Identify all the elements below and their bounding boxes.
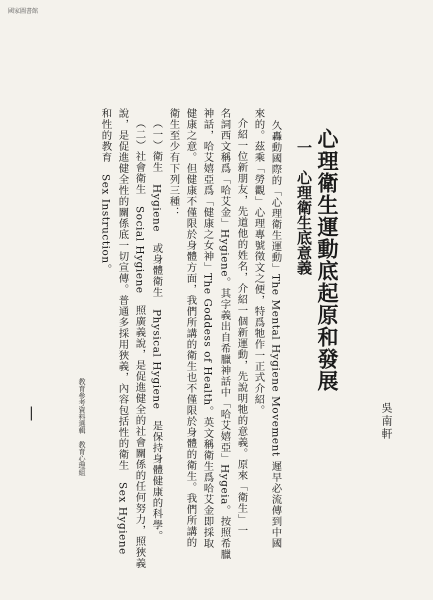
paragraph-line: 衛生至少有下列三種： [167, 108, 180, 218]
section-heading: 一 心理衛生底意義 [295, 140, 313, 275]
page-mark-icon: | [29, 405, 34, 421]
paragraph-line: （一）衛生 Hygiene 或身體衛生 Physical Hygiene 是保持身體健康的科學。 [150, 118, 163, 542]
paragraph-line: 和性的教育 Sex Instruction。 [99, 108, 112, 275]
paragraph-line: 名詞西文稱爲「哈艾金」Hygiene。其字義出自希臘神話中「哈艾嬉亞」Hygeia。按照希臘 [218, 108, 231, 560]
paragraph-line: （二）社會衛生 Social Hygiene 照廣義說，是促進健全的社會關係的任何努力，照狹義 [133, 118, 146, 569]
article-title: 心理衛生運動底起原和發展 [315, 128, 340, 392]
paragraph-line: 神話，哈艾嬉亞爲「健康之女神」The Goddess of Health。英文稱衛生爲哈艾金即採取 [201, 108, 214, 549]
author-name: 吳南軒 [380, 402, 393, 441]
paragraph-line: 健康之意。但健康不僅限於身體方面，我們所講的衛生也不僅限於身體的衛生。我們所講的 [184, 108, 197, 548]
paragraph-line: 說，是促進健全性的關係底一切宣傳。普通多採用狹義，內容包括性的衛生 Sex Hygiene [116, 108, 129, 555]
series-footer: 教育參考資料選輯 教育心理組 [78, 378, 86, 476]
paragraph-line: 介紹一位新朋友，先道他的姓名，介紹一個新運動，先說明牠的意義。原來「衛生」一 [235, 118, 248, 536]
library-stamp: 國家圖書館 [8, 8, 39, 15]
paragraph-line: 久轟動國際的「心理衛生運動」The Mental Hygiene Movement 遲早必流傳到中國 [269, 120, 282, 549]
paragraph-line: 來的。茲乘「勞觀」心理專號徵文之便，特爲牠作一正式介紹。 [252, 108, 265, 416]
